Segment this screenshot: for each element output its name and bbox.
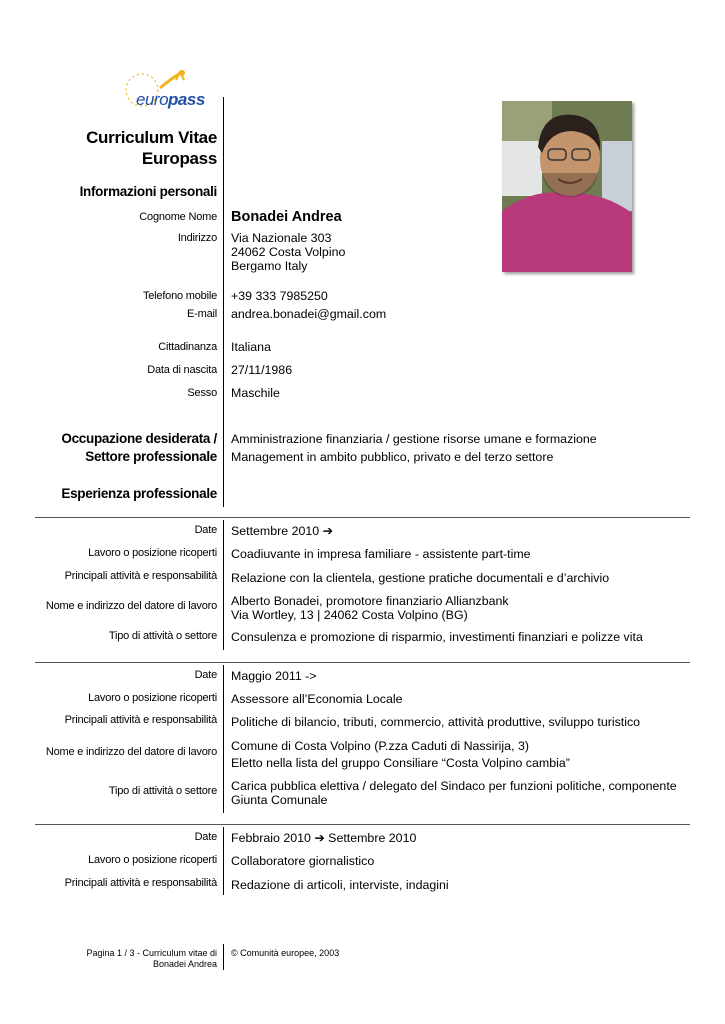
column-divider-top [223, 97, 224, 507]
job1-sector-label: Tipo di attività o settore [108, 630, 217, 642]
job2-sector-label: Tipo di attività o settore [108, 785, 217, 797]
job2-date: Maggio 2011 -> [231, 669, 317, 683]
job3-activities: Redazione di articoli, interviste, indagini [231, 878, 449, 892]
job2-activities: Politiche di bilancio, tributi, commercio, attività produttive, sviluppo turistico [231, 715, 641, 729]
column-divider-job2 [223, 665, 224, 813]
job1-separator [35, 517, 690, 518]
cv-title: Curriculum Vitae Europass [86, 128, 217, 168]
job1-employer: Alberto Bonadei, promotore finanziario Allianzbank Via Wortley, 13 | 24062 Costa Volpino (BG) [231, 594, 509, 622]
citizenship-value: Italiana [231, 340, 271, 354]
surname-label: Cognome Nome [139, 211, 217, 223]
citizenship-label: Cittadinanza [158, 341, 217, 353]
address-value: Via Nazionale 303 24062 Costa Volpino Bergamo Italy [231, 231, 346, 273]
logo-text-euro: euro [136, 90, 169, 109]
job1-position: Coadiuvante in impresa familiare - assistente part-time [231, 547, 531, 561]
column-divider-job1 [223, 520, 224, 650]
europass-logo [122, 68, 222, 118]
desired-occupation-value: Amministrazione finanziaria / gestione risorse umane e formazione Management in ambito pubblico, privato e del terzo settore [231, 432, 597, 464]
mobile-label: Telefono mobile [142, 290, 217, 302]
job3-activities-label: Principali attività e responsabilità [64, 877, 217, 889]
job1-employer-label: Nome e indirizzo del datore di lavoro [45, 600, 217, 612]
desired-occupation-label: Occupazione desiderata / Settore professionale [61, 431, 217, 464]
section-personal-info: Informazioni personali [79, 184, 217, 199]
logo-text-pass: pass [168, 90, 205, 109]
job2-separator [35, 662, 690, 663]
job2-employer: Comune di Costa Volpino (P.zza Caduti di Nassirija, 3) Eletto nella lista del gruppo Consiliare “Costa Volpino cambia” [231, 739, 570, 770]
job2-date-label: Date [194, 669, 217, 681]
job1-activities-label: Principali attività e responsabilità [64, 570, 217, 582]
job2-sector: Carica pubblica elettiva / delegato del Sindaco per funzioni politiche, componente Giunta Comunale [231, 779, 677, 807]
column-divider-job3 [223, 827, 224, 895]
address-label: Indirizzo [177, 232, 217, 244]
job1-activities: Relazione con la clientela, gestione pratiche documentali e d’archivio [231, 571, 610, 585]
full-name: Bonadei Andrea [231, 209, 342, 225]
sex-label: Sesso [187, 387, 217, 399]
job1-date: Settembre 2010 ➔ [231, 524, 333, 538]
job1-sector: Consulenza e promozione di risparmio, investimenti finanziari e polizze vita [231, 630, 643, 644]
job3-position: Collaboratore giornalistico [231, 854, 375, 868]
email-value[interactable]: andrea.bonadei@gmail.com [231, 307, 387, 321]
sex-value: Maschile [231, 386, 280, 400]
profile-photo [502, 101, 632, 272]
job2-position-label: Lavoro o posizione ricoperti [88, 692, 217, 704]
job2-employer-label: Nome e indirizzo del datore di lavoro [45, 746, 217, 758]
job3-date: Febbraio 2010 ➔ Settembre 2010 [231, 831, 417, 845]
footer-divider [223, 944, 224, 970]
email-label: E-mail [187, 308, 217, 320]
job1-date-label: Date [194, 524, 217, 536]
job2-position: Assessore all’Economia Locale [231, 692, 403, 706]
birthdate-label: Data di nascita [147, 364, 217, 376]
job3-date-label: Date [194, 831, 217, 843]
job1-position-label: Lavoro o posizione ricoperti [88, 547, 217, 559]
footer-copyright: © Comunità europee, 2003 [231, 948, 340, 958]
mobile-value: +39 333 7985250 [231, 289, 328, 303]
job3-position-label: Lavoro o posizione ricoperti [88, 854, 217, 866]
job3-separator [35, 824, 690, 825]
footer-page-info: Pagina 1 / 3 - Curriculum vitae di Bonadei Andrea [86, 948, 217, 969]
section-work-experience: Esperienza professionale [61, 486, 217, 501]
job2-activities-label: Principali attività e responsabilità [64, 714, 217, 726]
birthdate-value: 27/11/1986 [231, 363, 293, 377]
